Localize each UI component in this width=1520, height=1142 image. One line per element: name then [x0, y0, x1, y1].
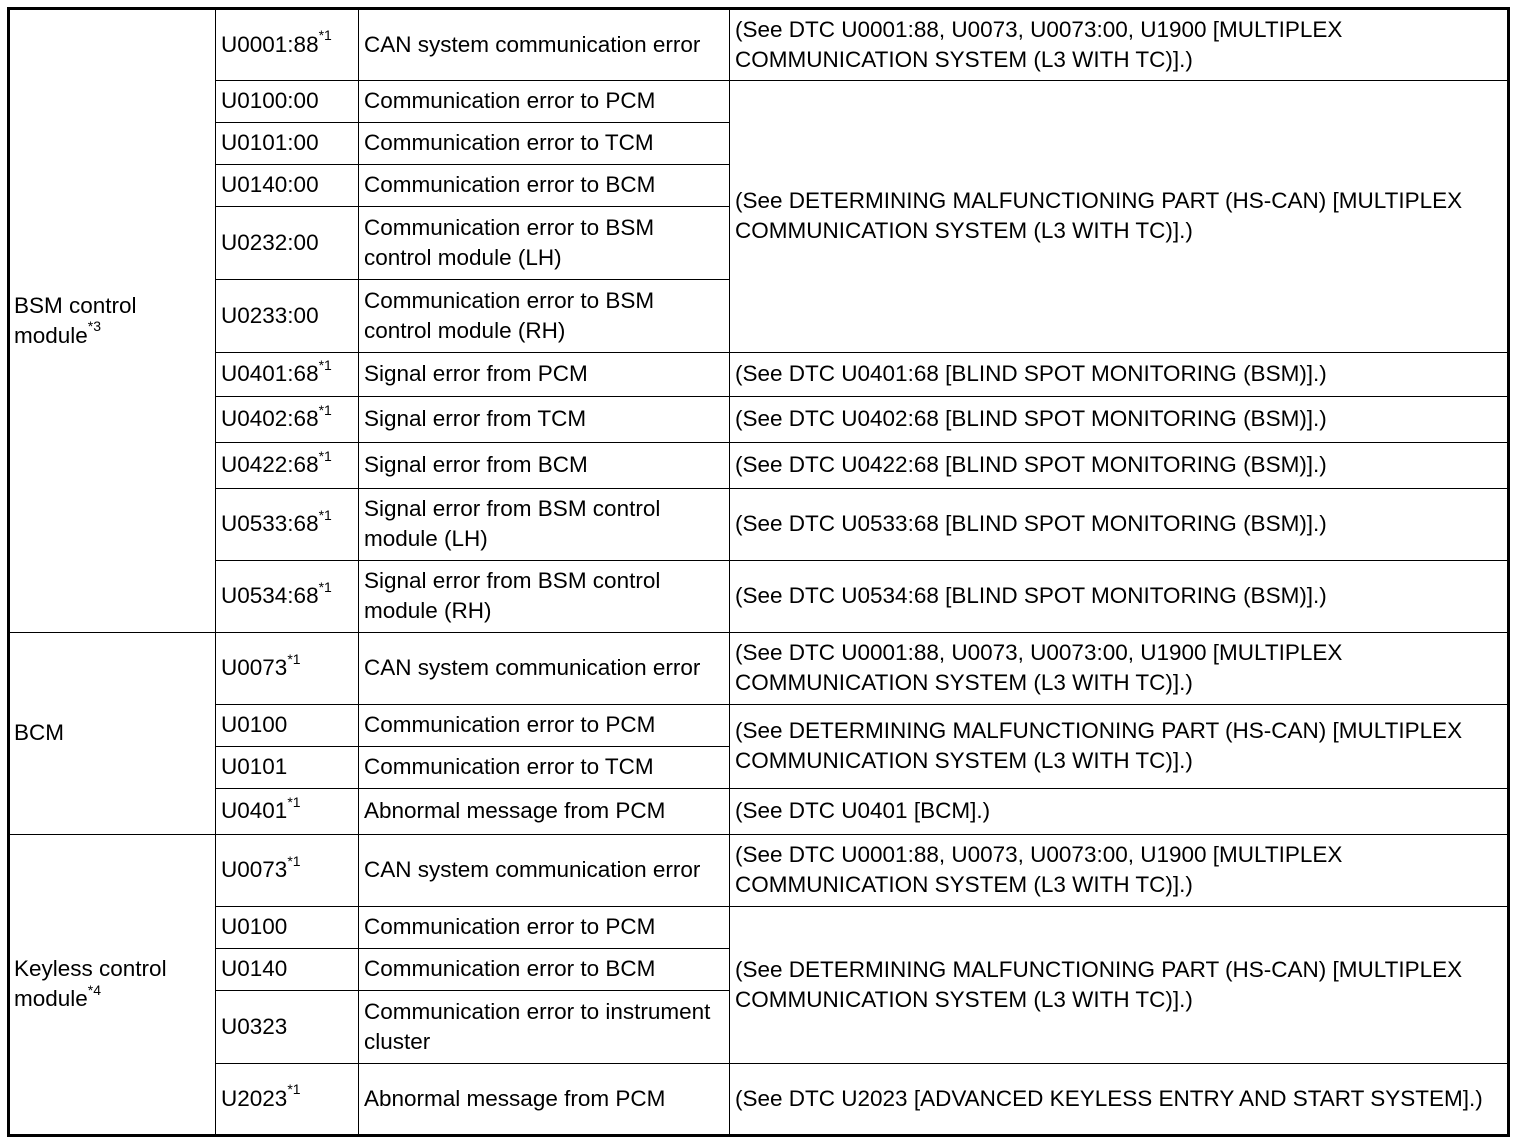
dtc-code-cell — [216, 705, 359, 747]
dtc-code-cell — [216, 633, 359, 705]
dtc-description: Communication error to BSM control module (RH) — [359, 280, 730, 353]
dtc-code: U0100:00 — [221, 88, 319, 113]
dtc-description: Communication error to BSM control module (LH) — [359, 207, 730, 280]
dtc-code-cell — [216, 207, 359, 280]
dtc-action: (See DTC U0401:68 [BLIND SPOT MONITORING (BSM)].) — [730, 353, 1509, 397]
table-row — [9, 789, 1509, 835]
dtc-code: U0073 — [221, 857, 288, 882]
dtc-description: Abnormal message from PCM — [359, 789, 730, 835]
dtc-code-cell — [216, 1064, 359, 1136]
dtc-description: CAN system communication error — [359, 9, 730, 81]
dtc-note: *1 — [287, 852, 301, 869]
dtc-note: *1 — [318, 506, 332, 523]
dtc-code: U0073 — [221, 655, 288, 680]
module-name: BCM — [14, 720, 64, 745]
dtc-description: CAN system communication error — [359, 633, 730, 705]
dtc-code-cell — [216, 561, 359, 633]
dtc-code-cell — [216, 443, 359, 489]
module-cell — [9, 835, 216, 1136]
dtc-code-cell — [216, 123, 359, 165]
dtc-code: U0232:00 — [221, 229, 319, 255]
module-name: Keyless control module — [14, 956, 167, 1011]
dtc-code-cell — [216, 949, 359, 991]
dtc-description: Communication error to TCM — [359, 747, 730, 789]
dtc-action: (See DTC U0001:88, U0073, U0073:00, U1900 [MULTIPLEX COMMUNICATION SYSTEM (L3 WITH TC)].) — [730, 835, 1509, 907]
table-row — [9, 561, 1509, 633]
dtc-description: Communication error to BCM — [359, 165, 730, 207]
dtc-code-cell — [216, 489, 359, 561]
dtc-code-cell — [216, 907, 359, 949]
dtc-code: U0534:68 — [221, 583, 319, 608]
dtc-action: (See DETERMINING MALFUNCTIONING PART (HS-CAN) [MULTIPLEX COMMUNICATION SYSTEM (L3 WITH TC)].) — [730, 81, 1509, 353]
table-row — [9, 489, 1509, 561]
dtc-description: Signal error from BCM — [359, 443, 730, 489]
dtc-description: Communication error to TCM — [359, 123, 730, 165]
dtc-note: *1 — [318, 27, 332, 43]
dtc-action: (See DTC U0422:68 [BLIND SPOT MONITORING (BSM)].) — [730, 443, 1509, 489]
dtc-code-cell — [216, 9, 359, 81]
dtc-description: Communication error to BCM — [359, 949, 730, 991]
dtc-description: CAN system communication error — [359, 835, 730, 907]
table-row — [9, 1064, 1509, 1136]
dtc-code: U0140:00 — [221, 172, 319, 197]
table-row — [9, 705, 1509, 747]
dtc-action: (See DTC U0534:68 [BLIND SPOT MONITORING (BSM)].) — [730, 561, 1509, 633]
dtc-action: (See DTC U2023 [ADVANCED KEYLESS ENTRY AND START SYSTEM].) — [730, 1064, 1509, 1136]
module-note: *4 — [87, 981, 102, 998]
dtc-note: *1 — [287, 1081, 301, 1097]
dtc-note: *1 — [318, 356, 332, 373]
dtc-code: U0001:88 — [221, 31, 319, 57]
table-row — [9, 835, 1509, 907]
module-note: *3 — [87, 318, 102, 334]
dtc-description: Communication error to PCM — [359, 705, 730, 747]
dtc-action: (See DTC U0401 [BCM].) — [730, 789, 1509, 835]
table-row — [9, 633, 1509, 705]
dtc-code-cell — [216, 835, 359, 907]
dtc-description: Communication error to PCM — [359, 907, 730, 949]
dtc-description: Abnormal message from PCM — [359, 1064, 730, 1136]
dtc-code: U0101 — [221, 754, 288, 779]
dtc-description: Communication error to instrument cluster — [359, 991, 730, 1064]
dtc-note: *1 — [287, 650, 301, 667]
dtc-action: (See DETERMINING MALFUNCTIONING PART (HS-CAN) [MULTIPLEX COMMUNICATION SYSTEM (L3 WITH TC)].) — [730, 907, 1509, 1064]
table-row — [9, 443, 1509, 489]
table-row — [9, 353, 1509, 397]
dtc-action: (See DETERMINING MALFUNCTIONING PART (HS-CAN) [MULTIPLEX COMMUNICATION SYSTEM (L3 WITH TC)].) — [730, 705, 1509, 789]
module-cell — [9, 9, 216, 633]
dtc-note: *1 — [318, 401, 332, 418]
dtc-description: Signal error from BSM control module (RH) — [359, 561, 730, 633]
dtc-code-cell — [216, 353, 359, 397]
module-cell — [9, 633, 216, 835]
dtc-code-cell — [216, 789, 359, 835]
table-row — [9, 397, 1509, 443]
table-row — [9, 81, 1509, 123]
dtc-code: U2023 — [221, 1085, 288, 1111]
dtc-description: Signal error from TCM — [359, 397, 730, 443]
dtc-action: (See DTC U0001:88, U0073, U0073:00, U1900 [MULTIPLEX COMMUNICATION SYSTEM (L3 WITH TC)].) — [730, 9, 1509, 81]
dtc-table — [7, 7, 1510, 1137]
dtc-code: U0101:00 — [221, 130, 319, 155]
dtc-code: U0402:68 — [221, 406, 319, 431]
dtc-action: (See DTC U0533:68 [BLIND SPOT MONITORING (BSM)].) — [730, 489, 1509, 561]
dtc-description: Signal error from PCM — [359, 353, 730, 397]
dtc-code: U0233:00 — [221, 302, 319, 328]
dtc-code-cell — [216, 165, 359, 207]
dtc-code: U0140 — [221, 956, 288, 981]
table-row — [9, 9, 1509, 81]
dtc-note: *1 — [318, 578, 332, 595]
dtc-code-cell — [216, 747, 359, 789]
dtc-code: U0401 — [221, 798, 288, 823]
dtc-code: U0401:68 — [221, 361, 319, 386]
dtc-description: Communication error to PCM — [359, 81, 730, 123]
dtc-code: U0100 — [221, 712, 288, 737]
dtc-code: U0422:68 — [221, 452, 319, 477]
module-name: BSM control module — [14, 292, 137, 348]
dtc-code: U0323 — [221, 1013, 288, 1039]
dtc-code-cell — [216, 81, 359, 123]
dtc-note: *1 — [287, 793, 301, 810]
dtc-action: (See DTC U0402:68 [BLIND SPOT MONITORING (BSM)].) — [730, 397, 1509, 443]
dtc-code-cell — [216, 991, 359, 1064]
dtc-note: *1 — [318, 447, 332, 464]
dtc-code-cell — [216, 397, 359, 443]
table-row — [9, 907, 1509, 949]
dtc-code-cell — [216, 280, 359, 353]
dtc-description: Signal error from BSM control module (LH) — [359, 489, 730, 561]
dtc-code: U0533:68 — [221, 511, 319, 536]
dtc-action: (See DTC U0001:88, U0073, U0073:00, U1900 [MULTIPLEX COMMUNICATION SYSTEM (L3 WITH TC)].) — [730, 633, 1509, 705]
dtc-code: U0100 — [221, 914, 288, 939]
